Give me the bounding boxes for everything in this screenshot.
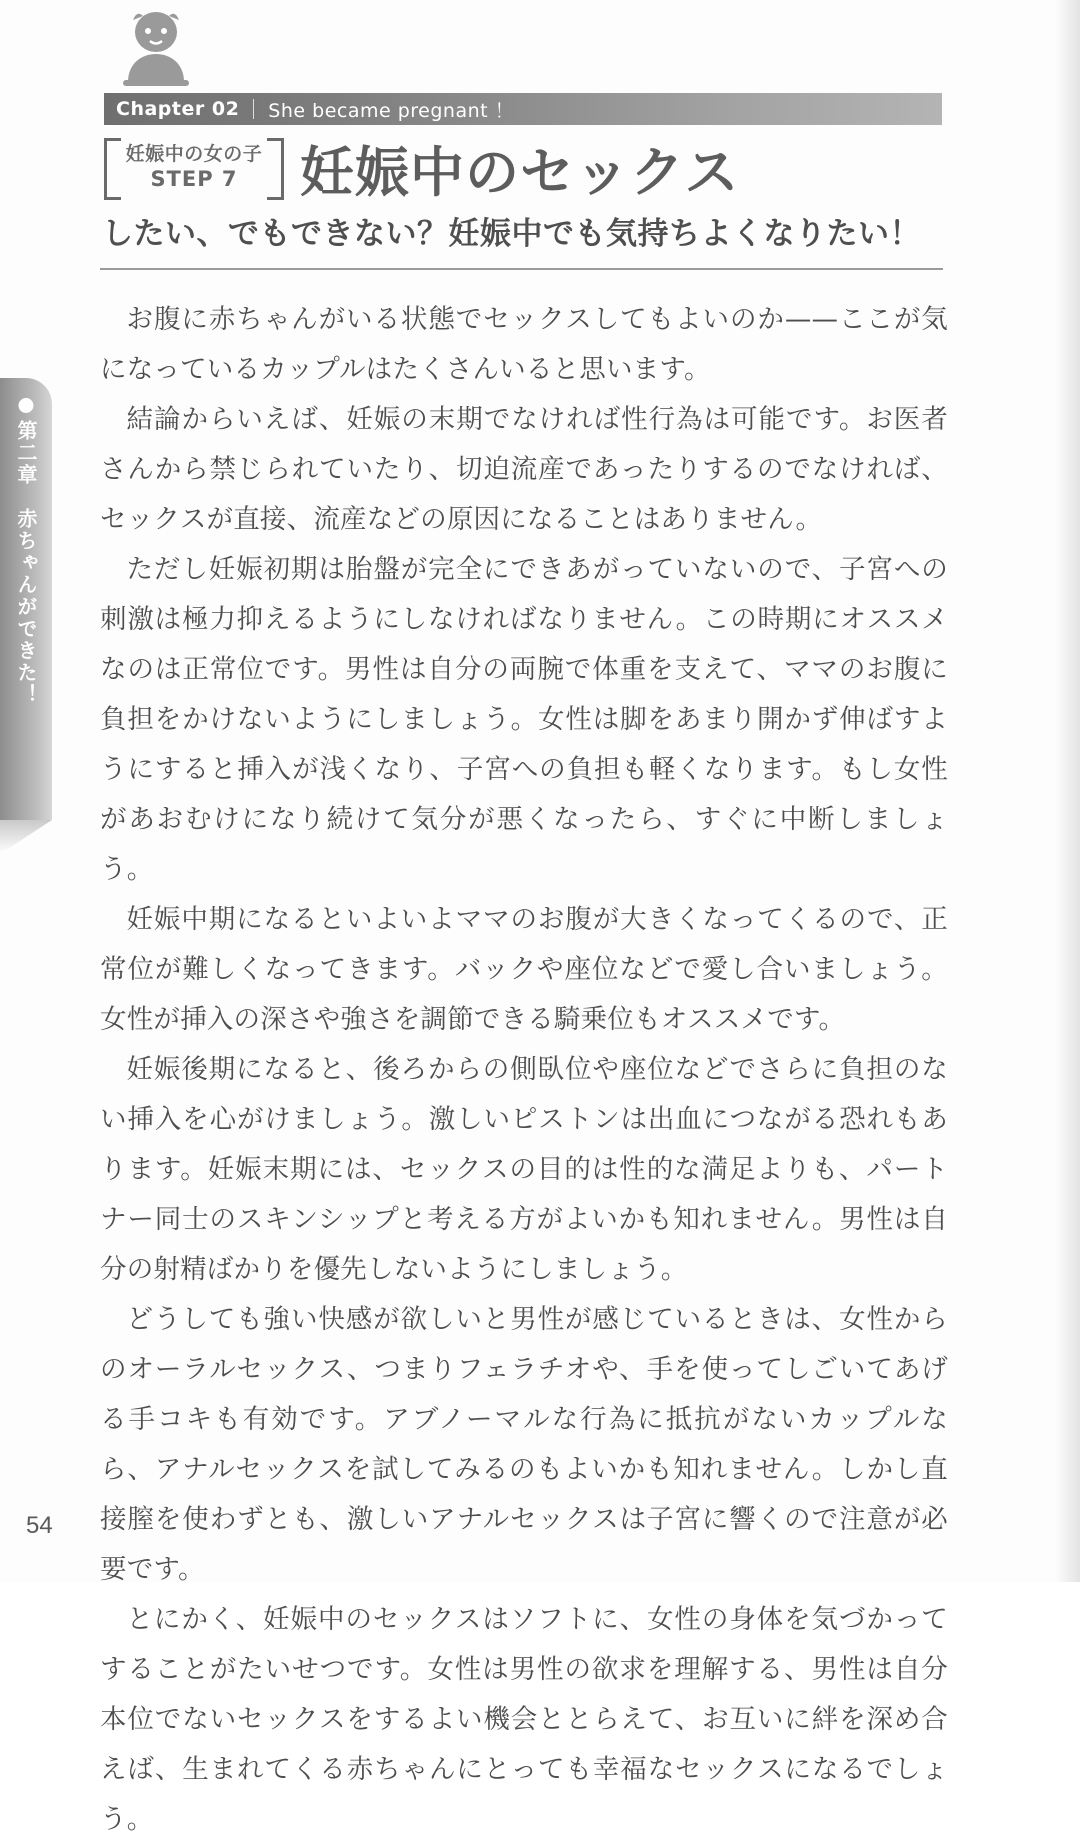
header-divider — [100, 268, 943, 270]
chapter-separator — [253, 99, 254, 119]
body-paragraph: ただし妊娠初期は胎盤が完全にできあがっていないので、子宮への刺激は極力抑えるようにしなければなりません。この時期にオススメなのは正常位です。男性は自分の両腕で体重を支えて、ママのお腹に負担をかけないようにしましょう。女性は脚をあまり開かず伸ばすようにすると挿入が浅くなり、子宮への負担も軽くなります。もし女性があおむけになり続けて気分が悪くなったら、すぐに中断しましょう。 — [100, 554, 948, 885]
chapter-number: Chapter 02 — [116, 98, 240, 120]
body-paragraph: 妊娠中期になるといよいよママのお腹が大きくなってくるので、正常位が難しくなってきます。バックや座位などで愛し合いましょう。女性が挿入の深さや強さを調節できる騎乗位もオススメです。 — [100, 904, 948, 1035]
heading-row — [104, 134, 954, 204]
chapter-side-tab-label: 第二章 赤ちゃんができた！ — [14, 420, 38, 706]
body-paragraph: どうしても強い快感が欲しいと男性が感じているときは、女性からのオーラルセックス、つまりフェラチオや、手を使ってしごいてあげる手コキも有効です。アブノーマルな行為に抵抗がないカップルなら、アナルセックスを試してみるのもよいかも知れません。しかし直接膣を使わずとも、激しいアナルセックスは子宮に響くので注意が必要です。 — [100, 1304, 948, 1585]
body-paragraph: 妊娠後期になると、後ろからの側臥位や座位などでさらに負担のない挿入を心がけましょう。激しいピストンは出血につながる恐れもあります。妊娠末期には、セックスの目的は性的な満足よりも、パートナー同士のスキンシップと考える方がよいかも知れません。男性は自分の射精ばかりを優先しないようにしましょう。 — [100, 1054, 948, 1285]
body-text — [100, 295, 948, 1845]
body-paragraph: とにかく、妊娠中のセックスはソフトに、女性の身体を気づかってすることがたいせつです。女性は男性の欲求を理解する、男性は自分本位でないセックスをするよい機会ととらえて、お互いに絆を深め合えば、生まれてくる赤ちゃんにとっても幸福なセックスになるでしょう。 — [100, 1604, 948, 1835]
body-paragraph: 結論からいえば、妊娠の末期でなければ性行為は可能です。お医者さんから禁じられていたり、切迫流産であったりするのでなければ、セックスが直接、流産などの原因になることはありません。 — [100, 404, 948, 535]
page-subtitle: したい、でもできない？妊娠中でも気持ちよくなりたい！ — [102, 216, 921, 252]
step-badge-step: STEP 7 — [150, 167, 238, 191]
page-number: 54 — [26, 1512, 53, 1539]
page-edge-shadow — [1054, 0, 1080, 1582]
step-badge-category: 妊娠中の女の子 — [125, 143, 263, 165]
body-paragraph: お腹に赤ちゃんがいる状態でセックスしてもよいのか——ここが気になっているカップルはたくさんいると思います。 — [100, 304, 948, 385]
bullet-icon — [19, 398, 34, 413]
page-title: 妊娠中のセックス — [300, 141, 740, 204]
chapter-bar — [104, 93, 942, 125]
chapter-title-english: She became pregnant ！ — [268, 99, 515, 122]
step-badge — [104, 138, 284, 194]
baby-icon — [113, 8, 199, 94]
chapter-side-tab — [0, 378, 52, 820]
